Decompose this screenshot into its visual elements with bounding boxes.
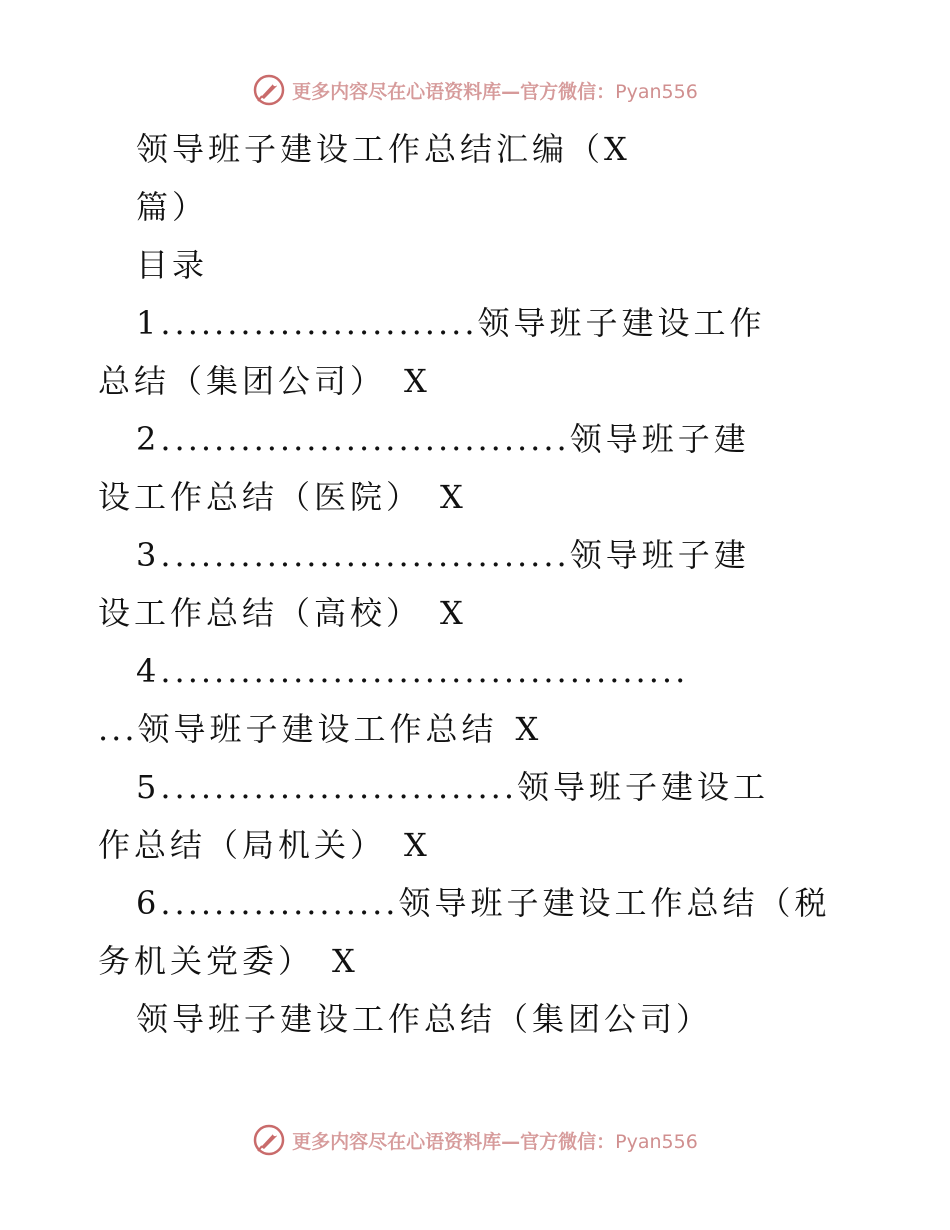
toc-leader-dots: .............................. <box>174 536 570 574</box>
toc-page-mark: X <box>332 942 359 980</box>
section-heading: 领导班子建设工作总结（集团公司） <box>136 1000 713 1038</box>
watermark-text: 更多内容尽在心语资料库—官方微信：Pyan556 <box>292 1130 698 1153</box>
toc-entry-5-line-2 <box>98 816 858 874</box>
toc-entry-number: 1. <box>136 304 175 342</box>
toc-entry-text: 设工作总结（高校） <box>98 594 423 632</box>
toc-leader-dots: ....................................... <box>174 652 689 690</box>
toc-entry-6-line-2 <box>98 932 858 990</box>
quill-logo-icon <box>252 1123 286 1157</box>
toc-page-mark: X <box>515 710 543 748</box>
toc-entry-3-line-1 <box>98 526 858 584</box>
toc-leader-dots: ................. <box>174 884 399 922</box>
toc-page-mark: X <box>440 478 467 516</box>
toc-entry-text: 领导班子建设工作 <box>477 304 766 342</box>
toc-heading: 目录 <box>136 246 209 284</box>
toc-entry-text: 领导班子建设工作总结 <box>137 710 498 748</box>
toc-leader-dots: .......................... <box>174 768 517 806</box>
toc-leader-dots: .............................. <box>174 420 570 458</box>
toc-page-mark: X <box>440 594 467 632</box>
watermark-text: 更多内容尽在心语资料库—官方微信：Pyan556 <box>292 80 698 103</box>
quill-logo-icon <box>252 73 286 107</box>
toc-entry-4-line-1 <box>98 642 858 700</box>
document-title-line-1: 领导班子建设工作总结汇编（X <box>136 130 631 168</box>
watermark-contact: Pyan556 <box>615 1130 698 1153</box>
toc-entry-1-line-1 <box>98 294 858 352</box>
toc-leader-dots: ... <box>98 710 138 748</box>
toc-entry-number: 4. <box>136 652 175 690</box>
toc-entry-5-line-1 <box>98 758 858 816</box>
toc-entry-text: 总结（集团公司） <box>98 362 387 400</box>
toc-entry-text: 作总结（局机关） <box>98 826 387 864</box>
toc-entry-text: 领导班子建 <box>569 420 750 458</box>
toc-entry-text: 领导班子建设工 <box>517 768 770 806</box>
toc-entry-2-line-2 <box>98 468 858 526</box>
toc-entry-2-line-1 <box>98 410 858 468</box>
footer-watermark <box>0 1120 950 1160</box>
toc-entry-text: 设工作总结（医院） <box>98 478 423 516</box>
toc-entry-text: 务机关党委） <box>98 942 315 980</box>
toc-entry-3-line-2 <box>98 584 858 642</box>
toc-page-mark: X <box>404 826 431 864</box>
toc-entry-text: 领导班子建设工作总结（税 <box>398 884 831 922</box>
toc-entry-6-line-1 <box>98 874 858 932</box>
toc-entry-text: 领导班子建 <box>569 536 750 574</box>
toc-entry-4-line-2 <box>98 700 858 758</box>
toc-leader-dots: ....................... <box>174 304 478 342</box>
document-title-line-2: 篇） <box>136 188 209 226</box>
toc-page-mark: X <box>404 362 431 400</box>
toc-entry-number: 6. <box>136 884 175 922</box>
toc-entry-number: 5. <box>136 768 175 806</box>
header-watermark <box>0 70 950 110</box>
watermark-contact: Pyan556 <box>615 80 698 103</box>
toc-entry-1-line-2 <box>98 352 858 410</box>
toc-entry-number: 2. <box>136 420 175 458</box>
document-body <box>98 120 858 1048</box>
toc-entry-number: 3. <box>136 536 175 574</box>
